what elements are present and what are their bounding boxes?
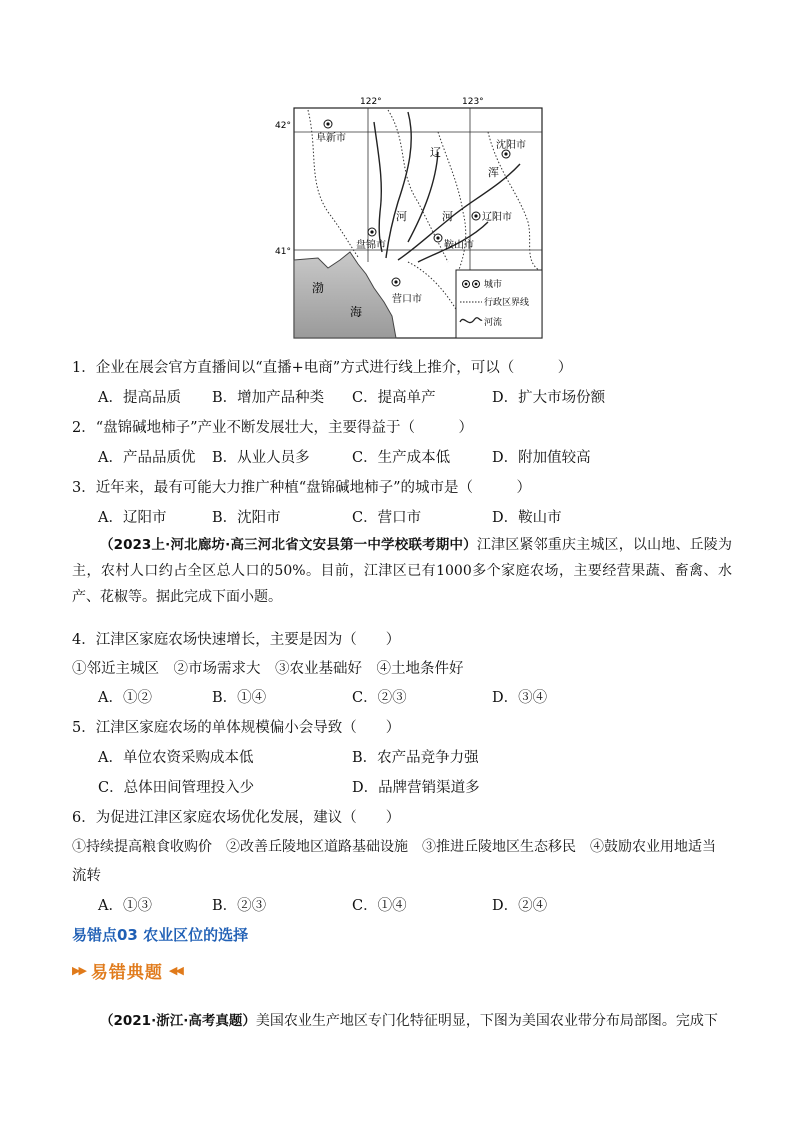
question-5-option-c[interactable]: C．总体田间管理投入少 [98, 780, 255, 796]
passage-jiangjin [72, 532, 732, 610]
question-6-items-continued: 流转 [72, 868, 101, 884]
question-3-stem: 3．近年来，最有可能大力推广种植“盘锦碱地柿子”的城市是（ ） [72, 480, 532, 496]
question-5-option-a[interactable]: A．单位农资采购成本低 [98, 750, 254, 766]
question-6-option-d[interactable]: D．②④ [492, 898, 548, 914]
svg-text:营口市: 营口市 [392, 294, 422, 305]
svg-text:辽阳市: 辽阳市 [482, 212, 512, 223]
question-1-option-d[interactable]: D．扩大市场份额 [492, 390, 606, 406]
question-1-option-a[interactable]: A．提高品质 [98, 390, 181, 406]
lon-label-122: 122° [360, 97, 382, 107]
river-char-liao: 辽 [430, 146, 441, 159]
svg-text:阜新市: 阜新市 [316, 133, 346, 144]
typical-question-banner [72, 958, 182, 982]
question-2-option-d[interactable]: D．附加值较高 [492, 450, 591, 466]
question-3-option-a[interactable]: A．辽阳市 [98, 510, 167, 526]
question-3-option-c[interactable]: C．营口市 [352, 510, 422, 526]
question-5-option-b[interactable]: B．农产品竞争力强 [352, 750, 479, 766]
passage-jiangjin-source: （2023上·河北廊坊·高三河北省文安县第一中学校联考期中） [100, 537, 477, 553]
section-title: 易错点03 农业区位的选择 [72, 926, 249, 944]
question-4-stem: 4．江津区家庭农场快速增长，主要是因为（ ） [72, 632, 401, 648]
lat-label-42: 42° [275, 121, 291, 131]
passage-usa-source: （2021·浙江·高考真题） [100, 1013, 256, 1029]
svg-text:鞍山市: 鞍山市 [444, 240, 474, 251]
arrow-right-icon: ▶▶ [72, 963, 85, 977]
svg-text:沈阳市: 沈阳市 [496, 140, 526, 151]
svg-text:城市: 城市 [484, 280, 503, 290]
svg-text:河流: 河流 [484, 318, 503, 328]
svg-text:行政区界线: 行政区界线 [484, 298, 530, 308]
question-6-stem: 6．为促进江津区家庭农场优化发展，建议（ ） [72, 810, 401, 826]
passage-jiangjin-text: 江津区紧邻重庆主城区，以山地、丘陵为主，农村人口约占全区总人口的50%。目前，江津区已有1000多个家庭农场，主要经营果蔬、畜禽、水产、花椒等。据此完成下面小题。 [72, 537, 732, 605]
liaoning-map [275, 92, 548, 344]
banner-label: 易错典题 [90, 962, 163, 983]
lon-label-123: 123° [462, 97, 484, 107]
question-6-option-c[interactable]: C．①④ [352, 898, 407, 914]
passage-usa-text: 美国农业生产地区专门化特征明显，下图为美国农业带分布局部图。完成下 [255, 1013, 718, 1029]
question-5-option-d[interactable]: D．品牌营销渠道多 [352, 780, 480, 796]
question-3-option-d[interactable]: D．鞍山市 [492, 510, 562, 526]
river-char-he2: 河 [442, 210, 453, 223]
question-2-option-a[interactable]: A．产品品质优 [98, 450, 196, 466]
map-legend [456, 270, 542, 338]
question-1-option-c[interactable]: C．提高单产 [352, 390, 436, 406]
question-6-items: ①持续提高粮食收购价 ②改善丘陵地区道路基础设施 ③推进丘陵地区生态移民 ④鼓励农业用地适当 [72, 839, 716, 855]
question-2-option-c[interactable]: C．生产成本低 [352, 450, 451, 466]
question-2-stem: 2．“盘锦碱地柿子”产业不断发展壮大，主要得益于（ ） [72, 420, 474, 436]
question-4-option-c[interactable]: C．②③ [352, 690, 407, 706]
question-4-items: ①邻近主城区 ②市场需求大 ③农业基础好 ④土地条件好 [72, 661, 464, 677]
question-1-option-b[interactable]: B．增加产品种类 [212, 390, 325, 406]
question-4-option-a[interactable]: A．①② [98, 690, 152, 706]
arrow-left-icon: ◀◀ [168, 963, 182, 977]
lat-label-41: 41° [275, 247, 291, 257]
question-3-option-b[interactable]: B．沈阳市 [212, 510, 281, 526]
question-4-option-d[interactable]: D．③④ [492, 690, 548, 706]
question-5-stem: 5．江津区家庭农场的单体规模偏小会导致（ ） [72, 720, 401, 736]
question-1-stem: 1．企业在展会官方直播间以“直播+电商”方式进行线上推介，可以（ ） [72, 360, 573, 376]
river-char-hun: 浑 [488, 166, 499, 179]
question-2-option-b[interactable]: B．从业人员多 [212, 450, 310, 466]
svg-text:盘锦市: 盘锦市 [356, 240, 386, 251]
sea-char-hai: 海 [350, 305, 363, 319]
question-4-option-b[interactable]: B．①④ [212, 690, 267, 706]
question-6-option-a[interactable]: A．①③ [98, 898, 152, 914]
sea-char-bo: 渤 [312, 281, 325, 295]
question-6-option-b[interactable]: B．②③ [212, 898, 267, 914]
passage-usa [72, 1008, 732, 1034]
river-char-he1: 河 [396, 210, 407, 223]
